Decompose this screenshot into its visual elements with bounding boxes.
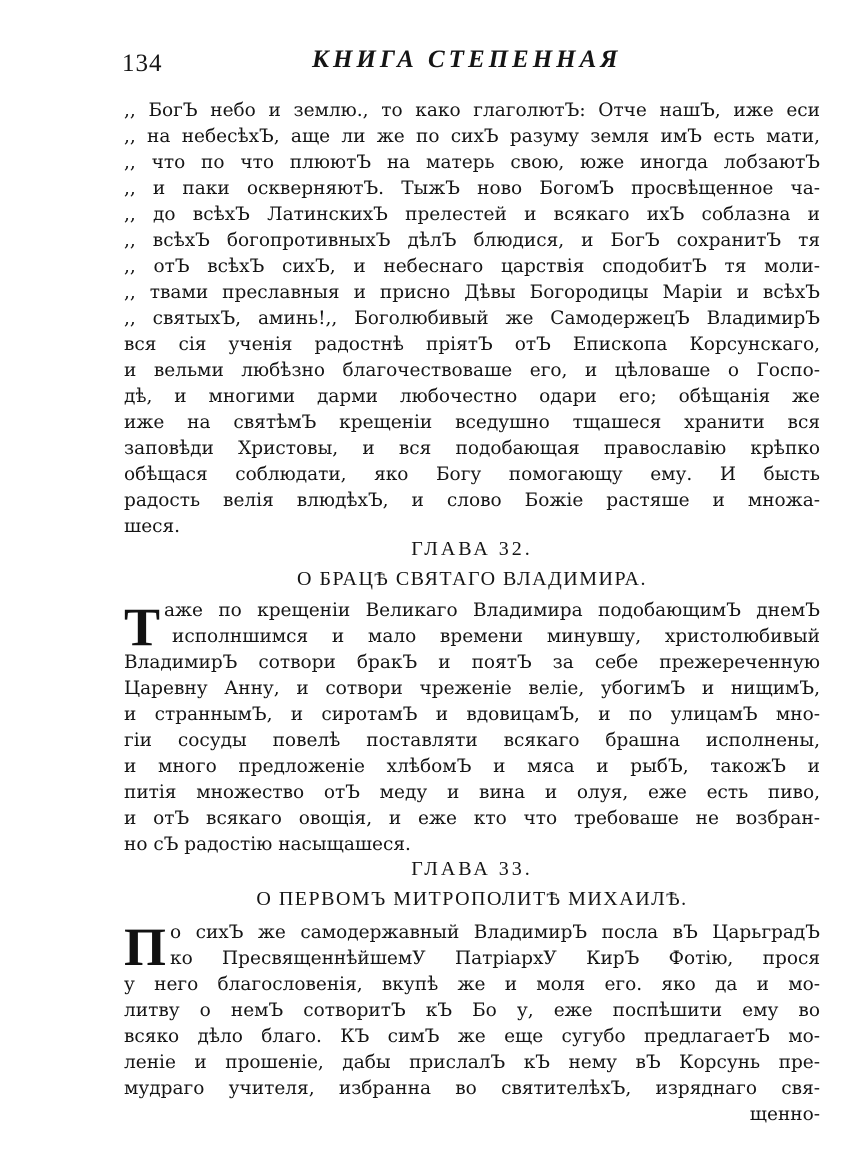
text-line: заповѣди Христовы, и вся подобающая православію крѣпко (124, 438, 820, 459)
text-line: ,, до всѣхЪ ЛатинскихЪ прелестей и всякаго ихЪ соблазна и (124, 204, 820, 225)
text-line: но сЪ радостію насыщашеся. (124, 834, 411, 855)
text-line: ВладимирЪ сотвори бракЪ и поятЪ за себе прежереченную (124, 652, 820, 673)
chapter-33-subtitle: О ПЕРВОМЪ МИТРОПОЛИТѢ МИХАИЛѢ. (256, 888, 688, 910)
page-header (122, 46, 822, 86)
page-number: 134 (122, 50, 163, 77)
text-line: ,, твами преславныя и присно Дѣвы Богородицы Маріи и всѣхЪ (124, 282, 820, 303)
text-line: Царевну Анну, и сотвори чреженіе веліе, убогимЪ и нищимЪ, (124, 678, 820, 699)
text-line: и страннымЪ, и сиротамЪ и вдовицамЪ, и по улицамЪ мно- (124, 704, 820, 725)
text-line: аже по крещеніи Великаго Владимира подобающимЪ днемЪ (164, 600, 820, 621)
chapter-32-title: ГЛАВА 32. (411, 538, 533, 560)
text-line: шеся. (124, 516, 181, 537)
text-line: ,, отЪ всѣхЪ сихЪ, и небеснаго царствія сподобитЪ тя моли- (124, 256, 820, 277)
text-line: о сихЪ же самодержавный ВладимирЪ посла вЪ ЦарьградЪ (170, 922, 820, 943)
chapter-33-title: ГЛАВА 33. (411, 858, 533, 880)
running-head: КНИГА СТЕПЕННАЯ (312, 46, 622, 73)
text-line: ко ПресвященнѣйшемУ ПатріархУ КирЪ Фотію, прося (170, 948, 820, 969)
drop-cap-letter: Т (124, 597, 161, 657)
text-line: ,, и паки оскверняютЪ. ТыжЪ ново БогомЪ просвѣщенное ча- (124, 178, 820, 199)
catchword: щенно- (749, 1104, 820, 1125)
text-line: ,, БогЪ небо и землю., то како глаголютЪ: Отче нашЪ, иже еси (124, 100, 820, 121)
chapter-32-subtitle: О БРАЦѢ СВЯТАГО ВЛАДИМИРА. (297, 568, 647, 590)
text-line: ,, всѣхЪ богопротивныхЪ дѣлЪ блюдися, и БогЪ сохранитЪ тя (124, 230, 820, 251)
text-line: питія множество отЪ меду и вина и олуя, еже есть пиво, (124, 782, 820, 803)
text-line: вся сія ученія радостнѣ пріятЪ отЪ Епископа Корсунскаго, (124, 334, 820, 355)
text-line: литву о немЪ сотворитЪ кЪ Бо у, еже поспѣшити ему во (124, 1000, 820, 1021)
text-line: обѣщася соблюдати, яко Богу помогающу ему. И бысть (124, 464, 820, 485)
text-line: ,, святыхЪ, аминь!,, Боголюбивый же СамодержецЪ ВладимирЪ (124, 308, 820, 329)
text-line: ,, на небесѣхЪ, аще ли же по сихЪ разуму земля имЪ есть мати, (124, 126, 820, 147)
text-line: дѣ, и многими дарми любочестно одари его; обѣщанія же (124, 386, 820, 407)
text-line: исполншимся и мало времени минувшу, христолюбивый (172, 626, 820, 647)
drop-cap-letter: П (124, 917, 167, 977)
text-line: иже на святѣмЪ крещеніи вседушно тщашеся хранити вся (124, 412, 820, 433)
text-line: леніе и прошеніе, дабы прислалЪ кЪ нему вЪ Корсунь пре- (124, 1052, 820, 1073)
text-line: мудраго учителя, избранна во святителѣхЪ, изряднаго свя- (124, 1078, 820, 1099)
text-line: у него благословенія, вкупѣ же и моля его. яко да и мо- (124, 974, 820, 995)
text-line: радость велія влюдѣхЪ, и слово Божіе растяше и множа- (124, 490, 820, 511)
text-line: ,, что по что плюютЪ на матерь свою, юже иногда лобзаютЪ (124, 152, 820, 173)
text-line: и много предложеніе хлѣбомЪ и мяса и рыбЪ, такожЪ и (124, 756, 820, 777)
text-line: гіи сосуды повелѣ поставляти всякаго брашна исполнены, (124, 730, 820, 751)
text-line: всяко дѣло благо. КЪ симЪ же еще сугубо предлагаетЪ мо- (124, 1026, 820, 1047)
text-line: и вельми любѣзно благочествоваше его, и цѣловаше о Госпо- (124, 360, 820, 381)
text-line: и отЪ всякаго овощія, и еже кто что требоваше не возбран- (124, 808, 820, 829)
